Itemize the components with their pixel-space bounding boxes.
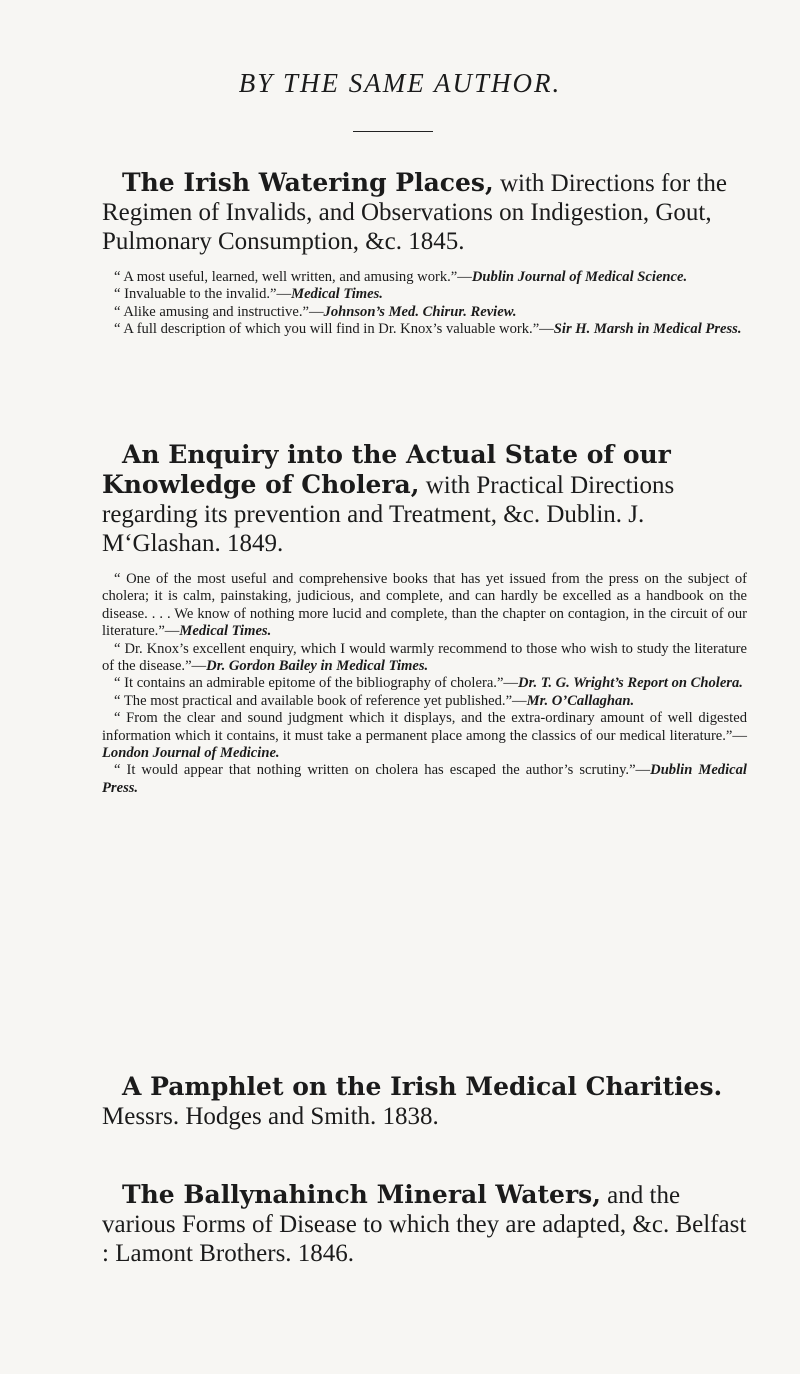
review-source: Sir H. Marsh in Medical Press. xyxy=(553,321,742,338)
blackletter-title: The Ballynahinch Mineral Waters, xyxy=(122,1180,601,1209)
review-quote: “ From the clear and sound judgment which it displays, and the extra-ordinary amount of well digested information which it contains, it must take a permanent place among the classics of our medical literature.”—London Journal of Medicine. xyxy=(102,710,747,762)
entry-title xyxy=(102,440,747,558)
entry-title xyxy=(102,1180,747,1268)
entry-description: with Directions for the Regimen of Invalids, and Observations on Indigestion, Gout, Pulmonary Consumption, &c. 1845. xyxy=(102,170,727,255)
review-quote: “ One of the most useful and comprehensive books that has yet issued from the press on the subject of cholera; it is calm, painstaking, judicious, and complete, and can hardly be excelled as a handbook on the disease. . . . We know of nothing more lucid and complete, than the chapter on contagion, in the circuit of our literature.”—Medical Times. xyxy=(102,571,747,640)
blackletter-title: An Enquiry into the Actual State of our Knowledge of Cholera, xyxy=(102,440,671,499)
review-quote: “ Alike amusing and instructive.”—Johnson’s Med. Chirur. Review. xyxy=(114,303,517,320)
review-quotes xyxy=(102,571,747,797)
entry-watering-places xyxy=(102,168,747,339)
review-quote: “ A most useful, learned, well written, and amusing work.”—Dublin Journal of Medical Science. xyxy=(114,269,688,285)
entry-description: and the various Forms of Disease to which they are adapted, &c. Belfast : Lamont Brothers. 1846. xyxy=(102,1182,747,1267)
entry-title xyxy=(102,168,747,256)
review-source: Medical Times. xyxy=(291,286,383,303)
entry-description: with Practical Directions regarding its prevention and Treatment, &c. Dublin. J. M‘Glashan. 1849. xyxy=(102,472,675,557)
review-quote: “ It contains an admirable epitome of the bibliography of cholera.”—Dr. T. G. Wright’s Report on Cholera. xyxy=(114,675,743,692)
page-header: BY THE SAME AUTHOR. xyxy=(238,68,562,98)
entry-description: Messrs. Hodges and Smith. 1838. xyxy=(102,1103,439,1130)
review-quotes xyxy=(102,269,747,339)
review-source: Dr. Gordon Bailey in Medical Times. xyxy=(206,658,429,675)
review-quote: “ It would appear that nothing written on cholera has escaped the author’s scrutiny.”—Dublin Medical Press. xyxy=(102,762,747,796)
blackletter-title: The Irish Watering Places, xyxy=(122,168,494,197)
review-quote: “ The most practical and available book of reference yet published.”—Mr. O’Callaghan. xyxy=(114,692,635,709)
review-source: Mr. O’Callaghan. xyxy=(526,692,635,709)
entry-cholera xyxy=(102,440,747,797)
entry-title xyxy=(102,1072,747,1131)
entry-medical-charities xyxy=(102,1072,747,1131)
review-source: Johnson’s Med. Chirur. Review. xyxy=(323,303,517,320)
review-source: Medical Times. xyxy=(179,623,272,640)
review-source: Dublin Medical Press. xyxy=(102,762,747,796)
review-quote: “ Dr. Knox’s excellent enquiry, which I would warmly recommend to those who wish to study the literature of the disease.”—Dr. Gordon Bailey in Medical Times. xyxy=(102,640,747,675)
review-source: Dublin Journal of Medical Science. xyxy=(471,269,688,285)
review-source: London Journal of Medicine. xyxy=(102,745,280,762)
review-quote: “ Invaluable to the invalid.”—Medical Times. xyxy=(114,286,383,303)
blackletter-title: A Pamphlet on the Irish Medical Charities. xyxy=(122,1072,723,1101)
review-source: Dr. T. G. Wright’s Report on Cholera. xyxy=(518,675,743,692)
entry-mineral-waters xyxy=(102,1180,747,1268)
review-quote: “ A full description of which you will find in Dr. Knox’s valuable work.”—Sir H. Marsh in Medical Press. xyxy=(114,321,742,338)
header-rule xyxy=(353,131,433,132)
